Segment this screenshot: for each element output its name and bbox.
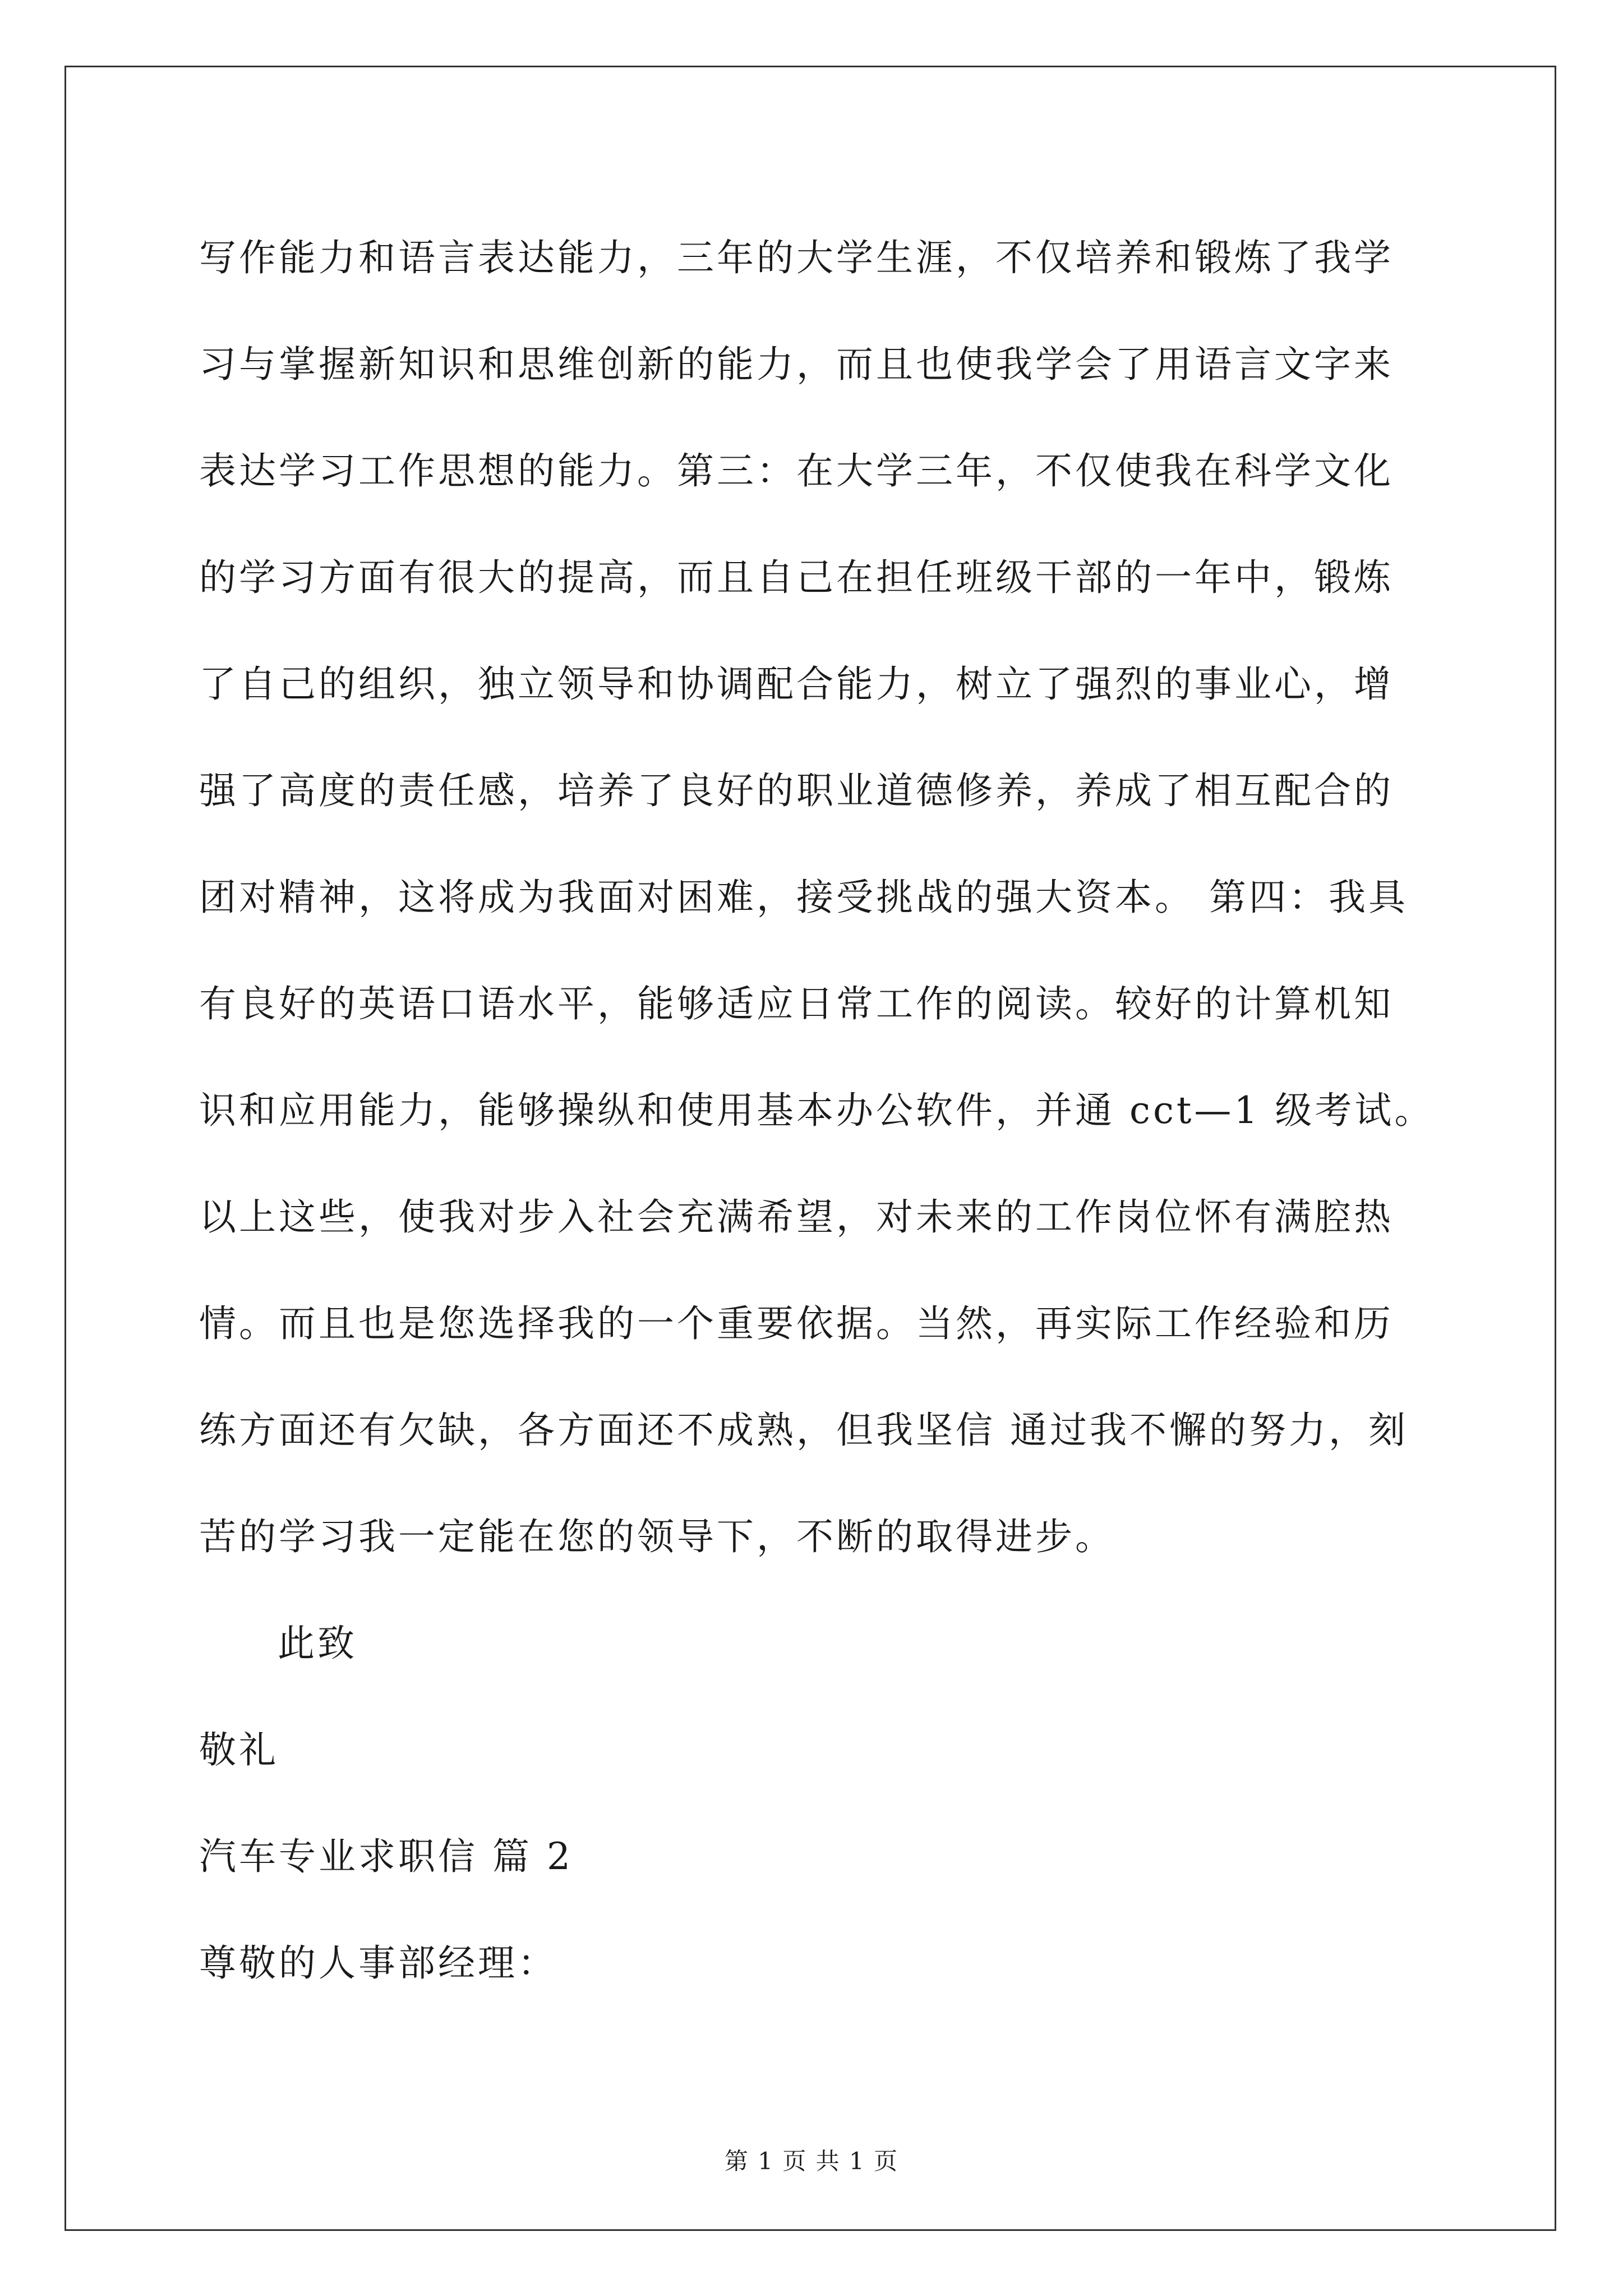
body-line: 强了高度的责任感，培养了良好的职业道德修养，养成了相互配合的 bbox=[199, 769, 1394, 812]
body-line: 写作能力和语言表达能力，三年的大学生涯，不仅培养和锻炼了我学 bbox=[199, 236, 1394, 279]
body-line: 了自己的组织，独立领导和协调配合能力，树立了强烈的事业心，增 bbox=[199, 662, 1394, 706]
body-line: 团对精神，这将成为我面对困难，接受挑战的强大资本。 第四：我具 bbox=[199, 876, 1408, 919]
salutation: 尊敬的人事部经理： bbox=[199, 1941, 557, 1985]
letter-body bbox=[199, 205, 1461, 2017]
body-line: 的学习方面有很大的提高，而且自己在担任班级干部的一年中，锻炼 bbox=[199, 556, 1394, 599]
body-line: 表达学习工作思想的能力。第三：在大学三年，不仅使我在科学文化 bbox=[199, 449, 1394, 493]
closing-phrase: 此致 bbox=[278, 1622, 357, 1665]
body-line: 有良好的英语口语水平，能够适应日常工作的阅读。较好的计算机知 bbox=[199, 982, 1394, 1025]
regards-phrase: 敬礼 bbox=[199, 1728, 279, 1772]
section-title: 汽车专业求职信 篇 2 bbox=[199, 1835, 573, 1878]
body-line: 练方面还有欠缺，各方面还不成熟，但我坚信 通过我不懈的努力，刻 bbox=[199, 1409, 1408, 1452]
body-line: 识和应用能力，能够操纵和使用基本办公软件，并通 cct—1 级考试。 bbox=[199, 1089, 1435, 1132]
body-line: 情。而且也是您选择我的一个重要依据。当然，再实际工作经验和历 bbox=[199, 1302, 1394, 1345]
body-line: 以上这些，使我对步入社会充满希望，对未来的工作岗位怀有满腔热 bbox=[199, 1195, 1394, 1239]
body-line: 苦的学习我一定能在您的领导下，不断的取得进步。 bbox=[199, 1515, 1115, 1558]
page-footer: 第 1 页 共 1 页 bbox=[724, 2147, 899, 2175]
body-line: 习与掌握新知识和思维创新的能力，而且也使我学会了用语言文字来 bbox=[199, 343, 1394, 386]
